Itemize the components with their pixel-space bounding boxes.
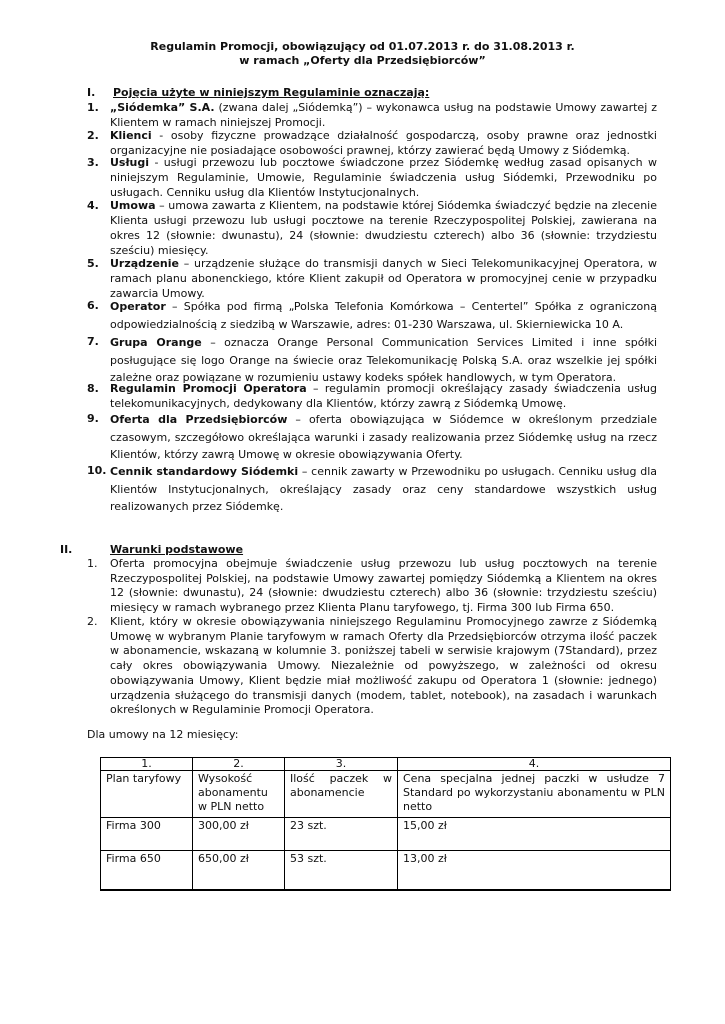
definition-text: – umowa zawarta z Klientem, na podstawie której Siódemka świadczyć będzie na zlecenie Klienta usługi przewozu lub usługi pocztowe na terenie Rzeczypospolitej Polskiej, zawierana na okres 12 (słownie: dwunastu), 24 (słownie: dwudziestu czterech) albo 36 (słownie: trzydziestu sześciu) miesięcy. (110, 199, 657, 257)
definition-number: 1. (87, 101, 99, 114)
section-1-title: Pojęcia użyte w niniejszym Regulaminie oznaczają: (113, 86, 430, 99)
definition-term: Usługi (110, 156, 150, 169)
table-cell: 53 szt. (285, 851, 398, 891)
definition-text: – oznacza Orange Personal Communication Services Limited i inne spółki posługujące się logo Orange na świecie oraz Telekomunikację Polską S.A. oraz wszelkie jej spółki zależne oraz powiązane w rozumieniu ustawy kodeks spółek handlowych, w tym Operatora. (110, 336, 657, 384)
definition-term: Klienci (110, 129, 152, 142)
table-cell: 650,00 zł (193, 851, 285, 891)
table-cell: Firma 300 (101, 818, 193, 851)
definition-number: 5. (87, 257, 99, 270)
column-number: 1. (101, 758, 193, 771)
column-number: 2. (193, 758, 285, 771)
column-header: Cena specjalna jednej paczki w usłudze 7 Standard po wykorzystaniu abonamentu w PLN netto (398, 771, 671, 818)
table-column-number-row (101, 758, 671, 771)
definition-text: – regulamin promocji określający zasady świadczenia usług telekomunikacyjnych, dedykowany dla Klientów, którzy zawrą z Siódemką Umowę. (110, 382, 657, 410)
definition-number: 6. (87, 299, 99, 312)
definition-number: 7. (87, 335, 99, 348)
column-header: Wysokość abonamentu w PLN netto (193, 771, 285, 818)
condition-text: Oferta promocyjna obejmuje świadczenie usług przewozu lub usług pocztowych na terenie Rzeczypospolitej Polskiej, na podstawie Umowy zawartej pomiędzy Siódemką a Klientem na okres 12 (słownie: dwunastu), 24 (słownie: dwudziestu czterech) albo 36 (słownie: trzydziestu sześciu) miesięcy w ramach wybranego przez Klienta Planu taryfowego, tj. Firma 300 lub Firma 650. (110, 557, 657, 615)
definition-text: – oferta obowiązująca w Siódemce w określonym przedziale czasowym, szczegółowo określająca warunki i zasady realizowania przez Siódemkę usług na rzecz Klientów, którzy zawrą Umowę w okresie obowiązywania Oferty. (110, 413, 657, 461)
column-header: Ilość paczek w abonamencie (285, 771, 398, 818)
condition-item (87, 557, 657, 616)
definition-number: 8. (87, 382, 99, 395)
definition-item (87, 155, 657, 200)
table-row (101, 818, 671, 851)
table-cell: 300,00 zł (193, 818, 285, 851)
definition-number: 9. (87, 412, 99, 425)
definition-term: Cennik standardowy Siódemki (110, 465, 299, 478)
definition-number: 3. (87, 156, 99, 169)
definition-text: - osoby fizyczne prowadzące działalność gospodarczą, osoby prawne oraz jednostki organizacyjne nie posiadające osobowości prawnej, którzy zawierać będą Umowy z Siódemką. (110, 129, 657, 157)
condition-number: 1. (87, 557, 98, 570)
definition-number: 10. (87, 464, 107, 477)
pricing-table (100, 757, 671, 891)
condition-item (87, 615, 657, 718)
section-2-number: II. (60, 543, 73, 556)
section-1-number: I. (87, 86, 96, 99)
definition-item (87, 256, 657, 301)
definition-item (87, 128, 657, 158)
table-header-row (101, 771, 671, 818)
table-cell: 23 szt. (285, 818, 398, 851)
definition-item (87, 411, 657, 464)
table-cell: 13,00 zł (398, 851, 671, 891)
definition-text: – Spółka pod firmą „Polska Telefonia Komórkowa – Centertel” Spółka z ograniczoną odpowiedzialnością z siedzibą w Warszawie, adres: 01-230 Warszawa, ul. Skierniewicka 10 A. (110, 300, 657, 331)
section-2-title: Warunki podstawowe (110, 543, 244, 556)
definition-number: 2. (87, 129, 99, 142)
definition-text: - usługi przewozu lub pocztowe świadczone przez Siódemkę według zasad opisanych w niniejszym Regulaminie, Umowie, Regulaminie świadczenia usług Siódemki, Przewodniku po usługach. Cenniku usług dla Klientów Instytucjonalnych. (110, 156, 657, 199)
table-cell: 15,00 zł (398, 818, 671, 851)
definition-item (87, 198, 657, 258)
table-lead-text: Dla umowy na 12 miesięcy: (87, 728, 239, 741)
column-number: 3. (285, 758, 398, 771)
definition-text: – urządzenie służące do transmisji danych w Sieci Telekomunikacyjnej Operatora, w ramach planu abonenckiego, które Klient zakupił od Operatora w promocyjnej cenie w przypadku zawarcia Umowy. (110, 257, 657, 300)
definition-text: (zwana dalej „Siódemką”) – wykonawca usług na podstawie Umowy zawartej z Klientem w ramach niniejszej Promocji. (110, 101, 657, 129)
definition-item (87, 463, 657, 516)
condition-text: Klient, który w okresie obowiązywania niniejszego Regulaminu Promocyjnego zawrze z Siódemką Umowę w wybranym Planie taryfowym w ramach Oferty dla Przedsiębiorców otrzyma ilość paczek w abonamencie, wskazaną w kolumnie 3. poniższej tabeli w serwisie krajowym (7Standard), przez cały okres obowiązywania Umowy. Niezależnie od powyższego, w zależności od okresu obowiązywania Umowy, Klient będzie miał możliwość zakupu od Operatora 1 (słownie: jednego) urządzenia służącego do transmisji danych (modem, tablet, notebook), na zasadach i warunkach określonych w Regulaminie Promocji Operatora. (110, 615, 657, 717)
definition-term: Regulamin Promocji Operatora (110, 382, 307, 395)
condition-number: 2. (87, 615, 98, 628)
document-title-line-2: w ramach „Oferty dla Przedsiębiorców” (239, 54, 486, 67)
definition-term: Grupa Orange (110, 336, 202, 349)
document-title-line-1: Regulamin Promocji, obowiązujący od 01.07.2013 r. do 31.08.2013 r. (150, 40, 575, 53)
table-row (101, 851, 671, 891)
definition-term: Umowa (110, 199, 156, 212)
definition-term: Operator (110, 300, 166, 313)
definition-text: – cennik zawarty w Przewodniku po usługach. Cenniku usług dla Klientów Instytucjonalnych, określający zasady oraz ceny standardowe wszystkich usług realizowanych przez Siódemkę. (110, 465, 657, 513)
definition-item (87, 334, 657, 387)
definition-item (87, 100, 657, 130)
column-header: Plan taryfowy (101, 771, 193, 818)
definition-term: Oferta dla Przedsiębiorców (110, 413, 288, 426)
definition-term: Urządzenie (110, 257, 179, 270)
definition-item (87, 298, 657, 333)
definition-term: „Siódemka” S.A. (110, 101, 215, 114)
definition-item (87, 381, 657, 411)
table-cell: Firma 650 (101, 851, 193, 891)
definition-number: 4. (87, 199, 99, 212)
column-number: 4. (398, 758, 671, 771)
